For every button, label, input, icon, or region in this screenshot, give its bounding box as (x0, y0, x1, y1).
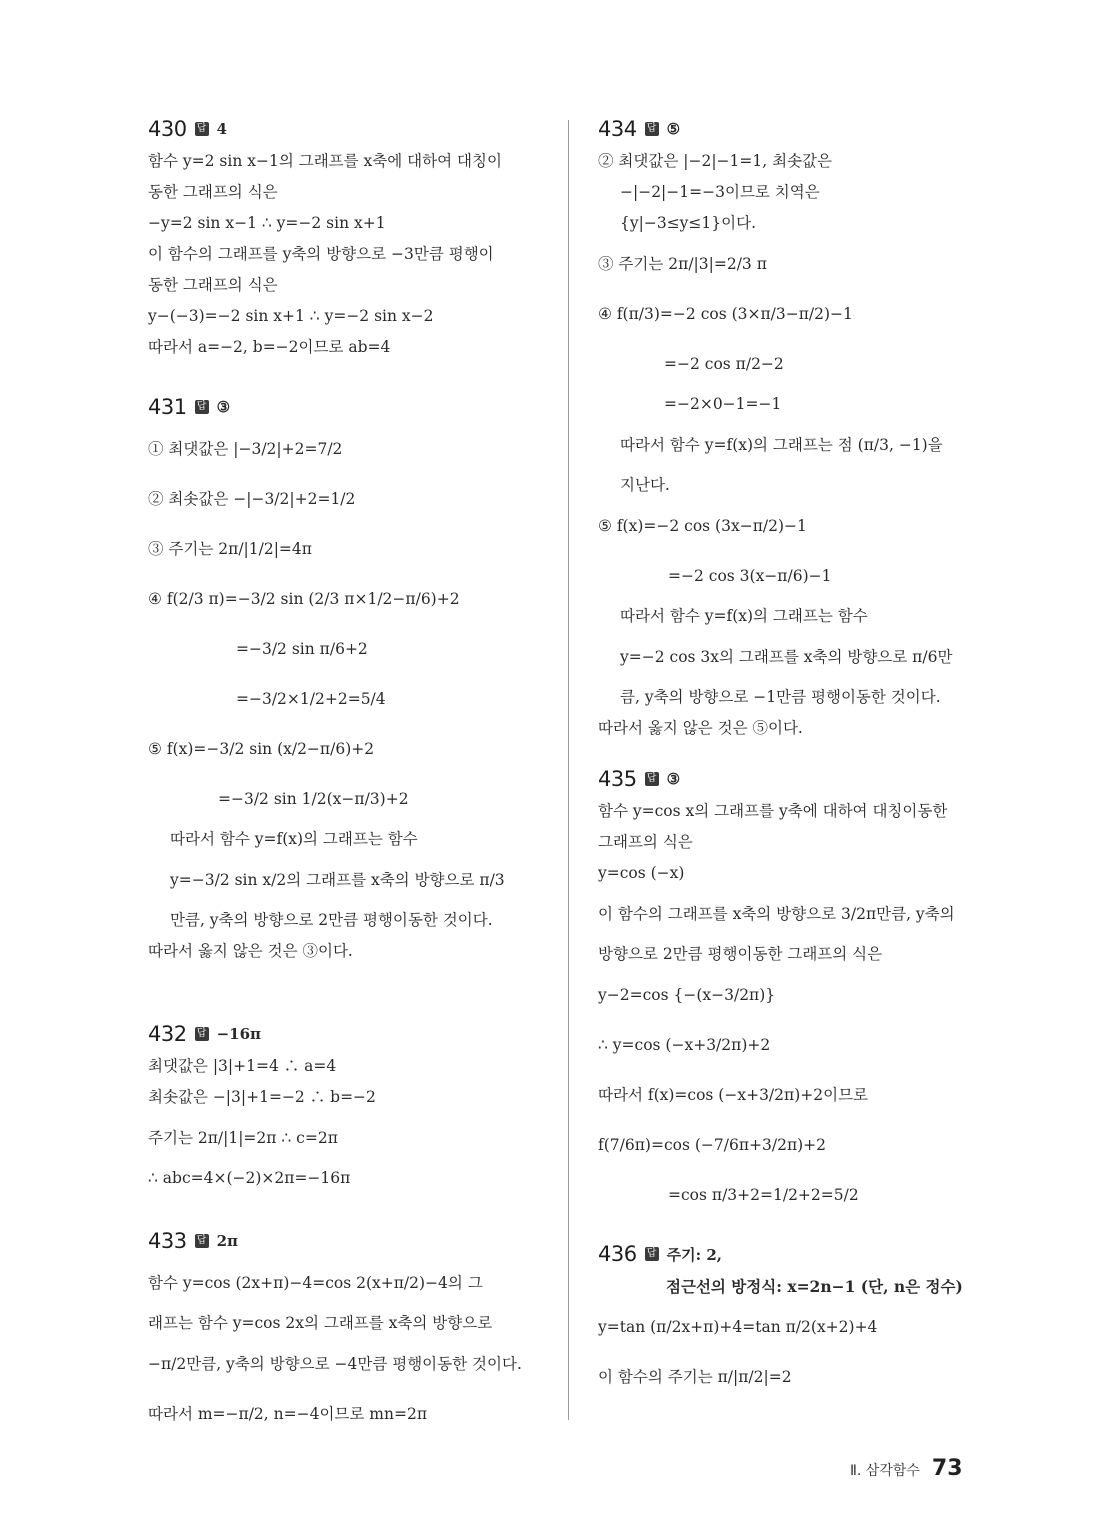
problem-number: 436 (598, 1242, 637, 1266)
problem-header (148, 1017, 548, 1051)
solution-line: =−3/2×1/2+2=5/4 (236, 690, 386, 708)
solution-line: ∴ y=cos (−x+3/2π)+2 (598, 1036, 771, 1054)
solution-line: ③ 주기는 2π/|1/2|=4π (148, 540, 312, 558)
solution-line: 최댓값은 |3|+1=4 ∴ a=4 (148, 1057, 337, 1075)
solution-line: −π/2만큼, y축의 방향으로 −4만큼 평행이동한 것이다. (148, 1355, 522, 1373)
solution-line: 따라서 a=−2, b=−2이므로 ab=4 (148, 338, 391, 356)
problem-header (598, 112, 998, 146)
solution-line: 이 함수의 그래프를 y축의 방향으로 −3만큼 평행이 (148, 245, 494, 263)
chapter-title: Ⅱ. 삼각함수 (850, 1463, 920, 1479)
problem-434 (598, 112, 998, 744)
problem-header (598, 762, 998, 796)
answer: 4 (216, 120, 228, 138)
solution-line: 그래프의 식은 (598, 833, 693, 851)
solution-line: =−2×0−1=−1 (664, 395, 782, 413)
solution-line: 래프는 함수 y=cos 2x의 그래프를 x축의 방향으로 (148, 1314, 493, 1332)
problem-number: 433 (148, 1229, 187, 1253)
solution-line: 주기는 2π/|1|=2π ∴ c=2π (148, 1129, 338, 1147)
answer-badge-icon: 답 (645, 122, 659, 136)
problem-430 (148, 112, 548, 363)
solution-line: y=cos (−x) (598, 864, 685, 882)
problem-number: 431 (148, 395, 187, 419)
solution-line: ③ 주기는 2π/|3|=2/3 π (598, 255, 767, 273)
solution-line: y−(−3)=−2 sin x+1 ∴ y=−2 sin x−2 (148, 307, 434, 325)
answer: ⑤ (666, 120, 681, 138)
solution-line: =cos π/3+2=1/2+2=5/2 (668, 1186, 859, 1204)
solution-line: f(7/6π)=cos (−7/6π+3/2π)+2 (598, 1136, 827, 1154)
problem-header (148, 390, 548, 424)
solution-line: 이 함수의 그래프를 x축의 방향으로 3/2π만큼, y축의 (598, 905, 955, 923)
solution-line: ④ f(π/3)=−2 cos (3×π/3−π/2)−1 (598, 305, 853, 323)
problem-header (598, 1237, 998, 1271)
problem-433 (148, 1224, 548, 1439)
solution-line: 따라서 옳지 않은 것은 ③이다. (148, 942, 353, 960)
solution-line: 이 함수의 주기는 π/|π/2|=2 (598, 1368, 792, 1386)
page-footer (850, 1456, 963, 1481)
solution-line: 지난다. (620, 476, 670, 494)
solution-line: =−2 cos 3(x−π/6)−1 (668, 567, 832, 585)
solution-line: 따라서 옳지 않은 것은 ⑤이다. (598, 719, 803, 737)
solution-line: y=−3/2 sin x/2의 그래프를 x축의 방향으로 π/3 (170, 871, 505, 889)
solution-line: 동한 그래프의 식은 (148, 276, 278, 294)
solution-line: 따라서 함수 y=f(x)의 그래프는 점 (π/3, −1)을 (620, 436, 943, 454)
solution-line: ② 최솟값은 −|−3/2|+2=1/2 (148, 490, 356, 508)
problem-432 (148, 1017, 548, 1194)
solution-line: 따라서 f(x)=cos (−x+3/2π)+2이므로 (598, 1086, 869, 1104)
answer-badge-icon: 답 (645, 1247, 659, 1261)
solution-line: {y|−3≤y≤1}이다. (620, 214, 757, 232)
solution-line: −y=2 sin x−1 ∴ y=−2 sin x+1 (148, 214, 386, 232)
solution-line: 따라서 함수 y=f(x)의 그래프는 함수 (170, 830, 418, 848)
solution-line: 함수 y=cos x의 그래프를 y축에 대하여 대칭이동한 (598, 802, 948, 820)
answer: ③ (666, 770, 681, 788)
solution-line: y=tan (π/2x+π)+4=tan π/2(x+2)+4 (598, 1318, 878, 1336)
solution-line: ④ f(2/3 π)=−3/2 sin (2/3 π×1/2−π/6)+2 (148, 590, 460, 608)
solution-line: 함수 y=2 sin x−1의 그래프를 x축에 대하여 대칭이 (148, 152, 502, 170)
answer-badge-icon: 답 (195, 400, 209, 414)
solution-line: 큼, y축의 방향으로 −1만큼 평행이동한 것이다. (620, 688, 941, 706)
answer-badge-icon: 답 (195, 1027, 209, 1041)
problem-number: 432 (148, 1022, 187, 1046)
solution-line: 만큼, y축의 방향으로 2만큼 평행이동한 것이다. (170, 911, 493, 929)
answer: ③ (216, 398, 231, 416)
problem-number: 430 (148, 117, 187, 141)
solution-line: 함수 y=cos (2x+π)−4=cos 2(x+π/2)−4의 그 (148, 1274, 483, 1292)
answer: 주기: 2, (666, 1245, 722, 1264)
solution-line: ⑤ f(x)=−2 cos (3x−π/2)−1 (598, 517, 807, 535)
solution-line: y=−2 cos 3x의 그래프를 x축의 방향으로 π/6만 (620, 648, 953, 666)
solution-line: −|−2|−1=−3이므로 치역은 (620, 183, 820, 201)
answer-badge-icon: 답 (195, 1234, 209, 1248)
solution-line: 최솟값은 −|3|+1=−2 ∴ b=−2 (148, 1088, 376, 1106)
problem-436 (598, 1237, 998, 1402)
problem-431 (148, 390, 548, 967)
solution-line: 방향으로 2만큼 평행이동한 그래프의 식은 (598, 945, 883, 963)
solution-line: 따라서 m=−π/2, n=−4이므로 mn=2π (148, 1405, 428, 1423)
solution-line: 동한 그래프의 식은 (148, 183, 278, 201)
solution-line: ⑤ f(x)=−3/2 sin (x/2−π/6)+2 (148, 740, 375, 758)
solution-line: ① 최댓값은 |−3/2|+2=7/2 (148, 440, 343, 458)
answer-badge-icon: 답 (645, 772, 659, 786)
solution-line: ∴ abc=4×(−2)×2π=−16π (148, 1169, 351, 1187)
solution-line: =−3/2 sin π/6+2 (236, 640, 368, 658)
problem-header (148, 112, 548, 146)
solution-line: y−2=cos {−(x−3/2π)} (598, 986, 776, 1004)
column-divider (568, 120, 569, 1420)
problem-number: 435 (598, 767, 637, 791)
answer: 2π (216, 1232, 239, 1250)
answer-continued: 점근선의 방정식: x=2n−1 (단, n은 정수) (666, 1277, 963, 1296)
solution-line: =−2 cos π/2−2 (664, 355, 784, 373)
solution-line: ② 최댓값은 |−2|−1=1, 최솟값은 (598, 152, 832, 170)
page-number: 73 (931, 1456, 963, 1481)
solution-line: =−3/2 sin 1/2(x−π/3)+2 (218, 790, 409, 808)
problem-435 (598, 762, 998, 1220)
answer-badge-icon: 답 (195, 122, 209, 136)
problem-number: 434 (598, 117, 637, 141)
answer: −16π (216, 1025, 262, 1043)
solution-line: 따라서 함수 y=f(x)의 그래프는 함수 (620, 607, 868, 625)
problem-header (148, 1224, 548, 1258)
